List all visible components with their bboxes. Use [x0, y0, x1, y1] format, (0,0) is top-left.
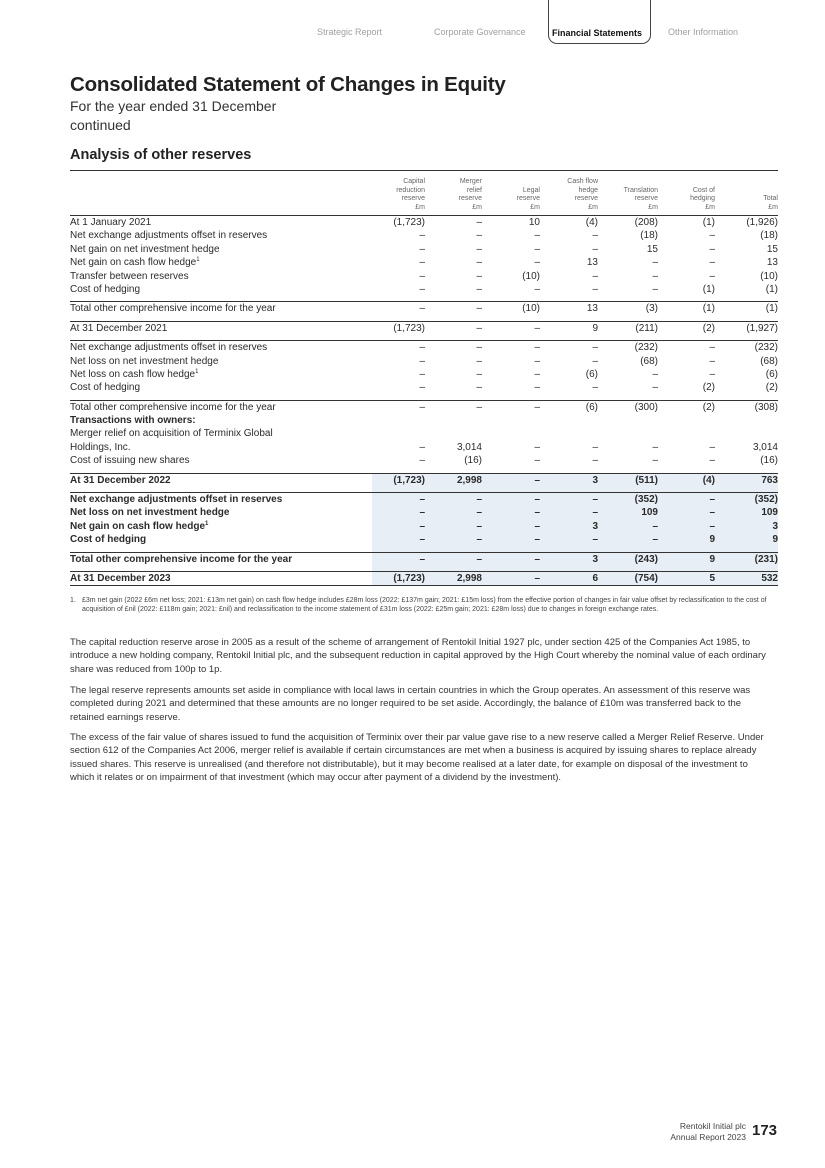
- table-cell: 15: [766, 243, 778, 255]
- column-header-line: £m: [768, 203, 778, 211]
- row-label: [70, 441, 131, 454]
- table-row: [70, 229, 778, 242]
- column-header-line: £m: [530, 203, 540, 211]
- column-header: [365, 178, 425, 212]
- table-cell: (4): [702, 474, 715, 486]
- table-cell: –: [534, 553, 540, 565]
- table-cell: –: [709, 368, 715, 380]
- row-label-text: Net loss on cash flow hedge: [70, 368, 196, 380]
- table-row: [70, 506, 778, 519]
- table-cell: (68): [640, 355, 658, 367]
- row-label-text: Cost of hedging: [70, 382, 141, 394]
- tab-financial-statements[interactable]: Financial Statements: [548, 0, 651, 44]
- row-label-text: Net loss on net investment hedge: [70, 355, 219, 367]
- footnote-marker: 1: [196, 257, 200, 264]
- reserves-table: [70, 170, 778, 586]
- table-cell: –: [534, 230, 540, 242]
- column-header-line: reserve: [401, 195, 425, 202]
- table-row: [70, 340, 778, 354]
- row-label-text: At 1 January 2021: [70, 217, 152, 228]
- table-cell: (243): [634, 553, 658, 565]
- table-row: [70, 243, 778, 256]
- table-cell: (511): [635, 474, 658, 486]
- row-label-text: Merger relief on acquisition of Terminix Global: [70, 428, 273, 440]
- table-cell: –: [534, 257, 540, 269]
- row-label-text: At 31 December 2022: [70, 474, 171, 486]
- table-cell: –: [476, 382, 482, 394]
- table-cell: –: [652, 257, 658, 269]
- table-cell: –: [652, 441, 658, 453]
- table-cell: –: [534, 243, 540, 255]
- column-header-line: £m: [588, 203, 598, 211]
- row-label: [70, 520, 208, 533]
- table-cell: (1,926): [746, 217, 778, 228]
- row-label-text: Cost of hedging: [70, 534, 147, 546]
- row-label: [70, 216, 151, 229]
- table-cell: 3: [592, 474, 598, 486]
- tab-strategic-report[interactable]: Strategic Report: [317, 27, 383, 37]
- table-cell: (6): [585, 401, 598, 413]
- table-cell: (2): [702, 401, 715, 413]
- row-label: [70, 533, 146, 546]
- table-cell: –: [534, 494, 540, 506]
- table-row: [70, 270, 778, 283]
- row-label: [70, 553, 292, 566]
- footer-company: Rentokil Initial plc: [679, 1121, 746, 1131]
- table-row: [70, 381, 778, 394]
- table-cell: –: [652, 382, 658, 394]
- row-label: [70, 368, 198, 381]
- row-label: [70, 355, 218, 368]
- table-cell: –: [534, 572, 540, 584]
- table-cell: –: [709, 455, 715, 467]
- table-cell: (208): [634, 217, 658, 228]
- table-cell: –: [419, 283, 425, 295]
- footnote: [70, 596, 775, 615]
- table-row: [70, 520, 778, 533]
- table-cell: 13: [586, 257, 598, 269]
- table-cell: (754): [634, 572, 658, 584]
- table-cell: (232): [754, 342, 778, 354]
- row-label-text: Net loss on net investment hedge: [70, 507, 230, 519]
- table-cell: 13: [766, 257, 778, 269]
- table-cell: (10): [522, 270, 540, 282]
- table-cell: –: [709, 342, 715, 354]
- table-cell: –: [592, 342, 598, 354]
- table-cell: –: [592, 534, 598, 546]
- table-cell: –: [652, 455, 658, 467]
- page-number: 173: [752, 1122, 778, 1139]
- table-cell: (1): [702, 217, 715, 228]
- table-cell: –: [419, 520, 425, 532]
- table-cell: –: [419, 441, 425, 453]
- table-row: [70, 368, 778, 381]
- table-cell: –: [652, 270, 658, 282]
- table-cell: –: [476, 243, 482, 255]
- table-cell: –: [534, 441, 540, 453]
- table-cell: (6): [765, 368, 778, 380]
- tab-corporate-governance[interactable]: Corporate Governance: [434, 27, 526, 37]
- footnote-number: 1.: [70, 597, 76, 604]
- table-cell: –: [419, 494, 425, 506]
- subtitle-continued: continued: [70, 117, 131, 133]
- table-cell: –: [592, 441, 598, 453]
- table-cell: –: [592, 230, 598, 242]
- column-header-line: reduction: [396, 186, 425, 194]
- table-cell: –: [476, 257, 482, 269]
- table-row: [70, 492, 778, 506]
- table-cell: –: [419, 230, 425, 242]
- table-cell: –: [476, 355, 482, 367]
- section-title: Analysis of other reserves: [70, 147, 252, 163]
- table-cell: 3,014: [752, 441, 778, 453]
- table-cell: –: [419, 455, 425, 467]
- row-label: [70, 243, 220, 256]
- table-row: [70, 321, 778, 335]
- table-cell: –: [534, 283, 540, 295]
- column-header: [538, 178, 598, 212]
- table-cell: –: [534, 322, 540, 334]
- table-cell: (1): [702, 283, 715, 295]
- table-cell: –: [709, 270, 715, 282]
- table-cell: –: [419, 368, 425, 380]
- table-row: [70, 283, 778, 296]
- column-header-line: Translation: [623, 186, 658, 194]
- table-cell: –: [419, 507, 425, 519]
- table-cell: –: [476, 270, 482, 282]
- table-cell: –: [709, 507, 715, 519]
- table-header: [70, 170, 778, 216]
- table-cell: 9: [709, 553, 715, 565]
- table-cell: –: [709, 243, 715, 255]
- row-label-text: Transfer between reserves: [70, 270, 189, 282]
- row-label-text: Net gain on net investment hedge: [70, 243, 220, 255]
- table-cell: 13: [586, 303, 598, 315]
- table-cell: –: [476, 494, 482, 506]
- table-cell: –: [652, 368, 658, 380]
- table-row: [70, 301, 778, 315]
- table-cell: –: [419, 355, 425, 367]
- table-cell: (4): [585, 217, 598, 228]
- table-cell: –: [476, 401, 482, 413]
- row-label: [70, 283, 140, 296]
- row-label: [70, 506, 229, 519]
- column-header-line: Cost of: [692, 186, 715, 194]
- table-cell: –: [592, 355, 598, 367]
- table-cell: (1): [765, 283, 778, 295]
- row-label: [70, 270, 189, 283]
- table-cell: –: [476, 507, 482, 519]
- column-header-line: reserve: [516, 195, 540, 202]
- table-cell: 10: [528, 217, 540, 228]
- table-cell: (68): [760, 355, 778, 367]
- table-cell: –: [652, 283, 658, 295]
- column-header-line: Merger: [459, 178, 482, 185]
- column-header-line: reserve: [458, 195, 482, 202]
- table-cell: –: [592, 270, 598, 282]
- table-cell: (1): [702, 303, 715, 315]
- table-cell: –: [419, 270, 425, 282]
- row-label: [70, 454, 190, 467]
- column-header: [655, 187, 715, 213]
- table-cell: –: [419, 401, 425, 413]
- column-header-line: £m: [472, 203, 482, 211]
- table-cell: –: [476, 217, 482, 228]
- row-label-text: Total other comprehensive income for the year: [70, 553, 293, 565]
- row-label: [70, 322, 167, 335]
- row-label-text: Holdings, Inc.: [70, 441, 131, 453]
- table-cell: –: [709, 441, 715, 453]
- column-header-line: Total: [763, 195, 778, 202]
- table-cell: 5: [709, 572, 715, 584]
- table-row: [70, 256, 778, 269]
- table-cell: –: [652, 520, 658, 532]
- table-cell: –: [592, 243, 598, 255]
- table-cell: (1,723): [393, 474, 425, 486]
- table-cell: –: [534, 534, 540, 546]
- table-cell: (18): [640, 230, 658, 242]
- table-cell: –: [709, 355, 715, 367]
- table-row: [70, 473, 778, 487]
- row-label-text: Cost of hedging: [70, 283, 141, 295]
- table-cell: (2): [765, 382, 778, 394]
- row-label-text: Transactions with owners:: [70, 415, 196, 427]
- paragraph-capital-reduction: The capital reduction reserve arose in 2005 as a result of the scheme of arrangement of Rentokil Initial 1927 plc, under section 425 of the Companies Act 1985, to introduce a new holding company, Rentokil Initial plc, and the subsequent reduction in capital approved by the High Court whereby the nominal value of each ordinary share was reduced from 100p to 1p.: [70, 637, 766, 675]
- table-row: [70, 355, 778, 368]
- column-header: [422, 178, 482, 212]
- row-label-text: Net exchange adjustments offset in reserves: [70, 230, 268, 242]
- table-cell: –: [476, 322, 482, 334]
- row-label: [70, 341, 267, 354]
- table-row: [70, 441, 778, 454]
- table-cell: (16): [464, 455, 482, 467]
- column-header-line: £m: [648, 203, 658, 211]
- table-cell: (3): [645, 303, 658, 315]
- table-cell: (231): [754, 553, 778, 565]
- paragraph-merger-relief: The excess of the fair value of shares issued to fund the acquisition of Terminix over their par value gave rise to a new reserve called a Merger Relief Reserve. Under section 612 of the Companies Act 2006, merger relief is available if certain circumstances are met when a business is acquired by issuing shares to replace already issued shares. This reserve is unrealised (and therefore not distributable), but it may become realised at a later date, for example on disposal of the investment to which it relates or on impairment of that investment (which may occur after payment of a dividend by the investment).: [70, 732, 764, 784]
- table-cell: –: [592, 494, 598, 506]
- table-body: [70, 216, 778, 586]
- table-cell: 109: [761, 507, 778, 519]
- table-cell: –: [592, 382, 598, 394]
- column-header: [598, 187, 658, 213]
- footer-report: Annual Report 2023: [670, 1131, 746, 1142]
- table-cell: –: [534, 342, 540, 354]
- table-cell: (1,927): [746, 322, 778, 334]
- table-cell: –: [419, 243, 425, 255]
- tab-other-information[interactable]: Other Information: [668, 27, 739, 37]
- column-header-line: reserve: [634, 195, 658, 202]
- page-subtitle: [70, 97, 276, 135]
- table-cell: –: [476, 520, 482, 532]
- table-cell: –: [419, 303, 425, 315]
- table-cell: 2,998: [456, 474, 482, 486]
- table-cell: –: [476, 303, 482, 315]
- table-cell: (211): [635, 322, 658, 334]
- table-cell: (308): [754, 401, 778, 413]
- table-cell: 3: [592, 520, 598, 532]
- table-cell: 3: [592, 553, 598, 565]
- row-label: [70, 401, 276, 414]
- table-cell: 9: [592, 322, 598, 334]
- table-cell: (1,723): [393, 217, 425, 228]
- table-cell: –: [534, 355, 540, 367]
- row-label-text: Total other comprehensive income for the year: [70, 303, 276, 315]
- table-cell: (2): [702, 322, 715, 334]
- table-cell: 3,014: [456, 441, 482, 453]
- table-cell: 2,998: [456, 572, 482, 584]
- column-header-line: Cash flow: [567, 178, 598, 185]
- table-cell: (1,723): [393, 322, 425, 334]
- table-cell: –: [419, 553, 425, 565]
- table-cell: –: [419, 342, 425, 354]
- column-header-line: Legal: [522, 186, 540, 194]
- table-cell: –: [476, 534, 482, 546]
- row-label-text: Net gain on cash flow hedge: [70, 520, 206, 532]
- table-cell: –: [476, 283, 482, 295]
- table-cell: (2): [702, 382, 715, 394]
- table-cell: (300): [634, 401, 658, 413]
- table-cell: 9: [772, 534, 778, 546]
- table-cell: 9: [709, 534, 715, 546]
- table-cell: (10): [522, 303, 540, 315]
- column-header-line: relief: [466, 186, 482, 194]
- table-cell: –: [419, 382, 425, 394]
- table-cell: 6: [592, 572, 598, 584]
- table-cell: –: [709, 520, 715, 532]
- table-cell: 109: [641, 507, 658, 519]
- table-row: [70, 552, 778, 566]
- row-label: [70, 256, 200, 269]
- column-header-line: reserve: [574, 195, 598, 202]
- row-label-text: Cost of issuing new shares: [70, 455, 190, 467]
- table-cell: –: [534, 368, 540, 380]
- table-cell: –: [534, 507, 540, 519]
- row-label: [70, 474, 171, 487]
- table-cell: (16): [760, 455, 778, 467]
- table-cell: –: [534, 520, 540, 532]
- subtitle-period: For the year ended 31 December: [70, 98, 277, 114]
- footer-report-name: [670, 1121, 746, 1142]
- table-cell: –: [476, 553, 482, 565]
- footnote-marker: 1: [195, 368, 199, 375]
- table-cell: –: [709, 230, 715, 242]
- column-header-line: £m: [415, 203, 425, 211]
- table-cell: (352): [634, 494, 658, 506]
- table-row: [70, 216, 778, 229]
- table-cell: (18): [760, 230, 778, 242]
- table-cell: –: [534, 474, 540, 486]
- row-label: [70, 302, 276, 315]
- table-cell: –: [419, 257, 425, 269]
- column-header-line: hedge: [578, 186, 598, 194]
- table-cell: –: [652, 534, 658, 546]
- row-label-text: Net gain on cash flow hedge: [70, 257, 197, 269]
- table-cell: (1,723): [393, 572, 425, 584]
- row-label-text: Total other comprehensive income for the year: [70, 401, 276, 413]
- row-label-text: At 31 December 2021: [70, 322, 168, 334]
- footnote-marker: 1: [205, 520, 209, 527]
- table-row: [70, 400, 778, 414]
- row-label: [70, 381, 140, 394]
- section-nav: [0, 0, 825, 46]
- table-row: [70, 533, 778, 546]
- table-cell: –: [709, 257, 715, 269]
- row-label: [70, 229, 267, 242]
- table-cell: –: [534, 401, 540, 413]
- table-cell: –: [419, 534, 425, 546]
- column-header: [718, 195, 778, 212]
- paragraph-legal-reserve: The legal reserve represents amounts set aside in compliance with local laws in certain countries in which the Group operates. An assessment of this reserve was completed during 2021 and determined that these amounts are no longer required to be set aside. Accordingly, the balance of £10m was transferred back to the retained earnings reserve.: [70, 685, 751, 723]
- row-label: [70, 572, 171, 585]
- table-cell: –: [476, 342, 482, 354]
- table-row: [70, 454, 778, 467]
- column-header: [480, 187, 540, 213]
- table-cell: 15: [646, 243, 658, 255]
- table-cell: –: [592, 455, 598, 467]
- column-header-line: hedging: [690, 195, 715, 202]
- table-row: [70, 427, 778, 440]
- table-row: [70, 571, 778, 586]
- table-cell: –: [592, 283, 598, 295]
- row-label-text: At 31 December 2023: [70, 572, 171, 584]
- table-cell: –: [476, 230, 482, 242]
- column-header-line: £m: [705, 203, 715, 211]
- table-cell: (352): [754, 494, 778, 506]
- table-cell: –: [592, 507, 598, 519]
- page-title: Consolidated Statement of Changes in Equity: [70, 73, 506, 96]
- table-cell: (1): [765, 303, 778, 315]
- table-cell: –: [476, 368, 482, 380]
- row-label-text: Net exchange adjustments offset in reserves: [70, 494, 283, 506]
- row-label-text: Net exchange adjustments offset in reserves: [70, 342, 268, 354]
- table-cell: (232): [634, 342, 658, 354]
- table-cell: 763: [761, 474, 778, 486]
- footnote-text: £3m net gain (2022 £6m net loss; 2021: £13m net gain) on cash flow hedge includes £28m loss (2022: £137m gain; 2021: £15m loss) from the effective portion of changes in fair value offset by reclassification to the cost of acquisition of £nil (2022: £118m gain; 2021: £nil) and reclassification to the income statement of £31m loss (2022: £25m gain; 2021: £28m loss) due to changes in foreign exchange rates.: [82, 597, 767, 614]
- row-label: [70, 493, 282, 506]
- table-row: [70, 414, 778, 427]
- table-cell: 532: [761, 572, 778, 584]
- column-header-line: Capital: [403, 178, 425, 185]
- table-cell: –: [534, 455, 540, 467]
- table-cell: –: [534, 382, 540, 394]
- table-cell: –: [709, 494, 715, 506]
- table-cell: 3: [772, 520, 778, 532]
- row-label: [70, 427, 273, 440]
- table-cell: (6): [585, 368, 598, 380]
- row-label: [70, 414, 196, 427]
- table-cell: (10): [760, 270, 778, 282]
